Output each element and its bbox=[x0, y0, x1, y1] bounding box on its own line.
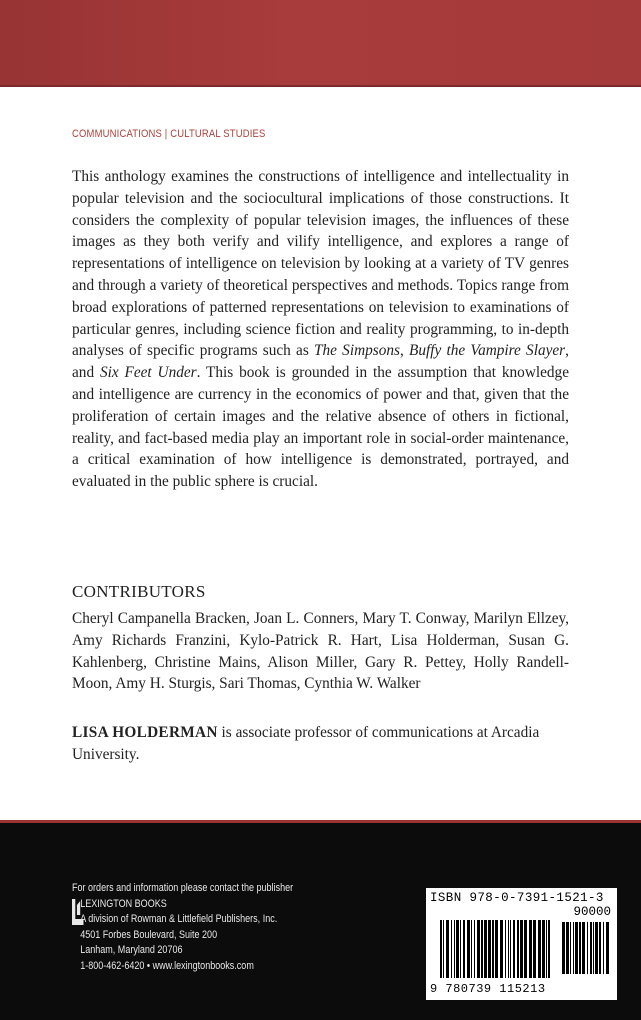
barcode-bar bbox=[440, 920, 442, 978]
description-separator-1: , bbox=[399, 342, 410, 360]
barcode-addon-bar bbox=[587, 922, 588, 974]
barcode-addon-bar bbox=[562, 922, 565, 974]
barcode-bar bbox=[513, 920, 515, 978]
author-bio bbox=[72, 722, 569, 766]
barcode-bar bbox=[495, 920, 498, 978]
publisher-address-block bbox=[80, 897, 277, 974]
top-band-divider bbox=[0, 85, 641, 87]
author-bio-text: is associate professor of communications at Arcadia University. bbox=[72, 724, 540, 763]
author-name: LISA HOLDERMAN bbox=[72, 724, 218, 741]
barcode-bar bbox=[500, 920, 503, 978]
barcode-bar bbox=[460, 920, 461, 978]
barcode-bar bbox=[443, 920, 444, 978]
barcode-addon-bar bbox=[599, 922, 601, 974]
publisher-phone-web: 1-800-462-6420 • www.lexingtonbooks.com bbox=[80, 959, 254, 972]
barcode-addon-bar bbox=[590, 922, 592, 974]
description-separator-2: , and bbox=[72, 342, 569, 382]
publisher-info bbox=[72, 881, 294, 972]
barcode-addon-bar bbox=[603, 922, 604, 974]
barcode-bar bbox=[529, 920, 532, 978]
barcode-digits: 9 780739 115213 bbox=[430, 982, 546, 996]
barcode-bar bbox=[481, 920, 483, 978]
barcode-bar bbox=[488, 920, 491, 978]
barcode-addon-bar bbox=[579, 922, 581, 974]
barcode-bar bbox=[456, 920, 459, 978]
barcode-bar bbox=[484, 920, 487, 978]
barcode-bar bbox=[467, 920, 470, 978]
isbn-number: ISBN 978-0-7391-1521-3 bbox=[430, 891, 604, 905]
barcode-addon-bar bbox=[595, 922, 598, 974]
barcode-bar bbox=[533, 920, 536, 978]
isbn-barcode bbox=[426, 888, 617, 1000]
barcode-bar bbox=[446, 920, 449, 978]
barcode-bar bbox=[524, 920, 527, 978]
barcode-bar bbox=[510, 920, 511, 978]
barcode-bar bbox=[520, 920, 523, 978]
barcode-bar bbox=[542, 920, 545, 978]
publisher-address-line-1: 4501 Forbes Boulevard, Suite 200 bbox=[80, 928, 218, 941]
barcode-bar bbox=[508, 920, 509, 978]
barcode-bar bbox=[505, 920, 506, 978]
barcode-bar bbox=[546, 920, 547, 978]
barcode-addon-bar bbox=[566, 922, 569, 974]
contributors-heading: CONTRIBUTORS bbox=[72, 582, 206, 601]
category-label: COMMUNICATIONS | CULTURAL STUDIES bbox=[72, 128, 266, 140]
top-color-band bbox=[0, 0, 641, 85]
publisher-contact-line: For orders and information please contact the publisher bbox=[72, 882, 294, 894]
program-title-simpsons: The Simpsons bbox=[314, 342, 400, 360]
barcode-bar bbox=[463, 920, 465, 978]
barcode-bar bbox=[471, 920, 472, 978]
barcode-addon-bar bbox=[575, 922, 578, 974]
barcode-bar bbox=[548, 920, 550, 978]
description-text-1: This anthology examines the constructions of intelligence and intellectuality in popular television and the sociocultural implications of those constructions. It considers the complexity of popular television images, the influences of these images as they both verify and vilify intelligence, and explores a range of representations of intelligence on television by looking at a variety of TV genres and through a variety of theoretical perspectives and methods. Topics range from broad explorations of patterned representations on television to examinations of particular genres, including science fiction and reality programming, to in-depth analyses of specific programs such as bbox=[72, 168, 569, 360]
book-description bbox=[72, 166, 569, 493]
barcode-bar bbox=[451, 920, 452, 978]
barcode-addon-bar bbox=[582, 922, 585, 974]
barcode-bar bbox=[492, 920, 494, 978]
program-title-six-feet-under: Six Feet Under bbox=[99, 364, 197, 382]
publisher-name: LEXINGTON BOOKS bbox=[80, 898, 167, 910]
barcode-bar bbox=[538, 920, 541, 978]
barcode-addon-bar bbox=[570, 922, 571, 974]
barcode-bar bbox=[517, 920, 519, 978]
contributors-list: Cheryl Campanella Bracken, Joan L. Conners, Mary T. Conway, Marilyn Ellzey, Amy Richards Franzini, Kylo-Patrick R. Hart, Lisa Holderman, Susan G. Kahlenberg, Christine Mains, Alison Miller, Gary R. Pettey, Holly Randell-Moon, Amy H. Sturgis, Sari Thomas, Cynthia W. Walker bbox=[72, 610, 569, 693]
publisher-address-line-2: Lanham, Maryland 20706 bbox=[80, 944, 183, 957]
description-text-2: . This book is grounded in the assumption that knowledge and intelligence are currency in the economics of power and that, given that the proliferation of certain images and the relative absence of others in fictional, reality, and fact-based media play an important role in social-order maintenance, a critical examination of how intelligence is demonstrated, portrayed, and evaluated in the public sphere is crucial. bbox=[72, 364, 569, 491]
price-code: 90000 bbox=[573, 905, 611, 919]
program-title-buffy: Buffy the Vampire Slayer bbox=[409, 342, 566, 360]
barcode-addon-bar bbox=[606, 922, 609, 974]
barcode-bar bbox=[474, 920, 475, 978]
barcode-addon-bar bbox=[573, 922, 574, 974]
barcode-bar bbox=[454, 920, 455, 978]
barcode-addon-bar bbox=[593, 922, 594, 974]
barcode-bar bbox=[477, 920, 480, 978]
publisher-division: A division of Rowman & Littlefield Publishers, Inc. bbox=[80, 913, 278, 926]
